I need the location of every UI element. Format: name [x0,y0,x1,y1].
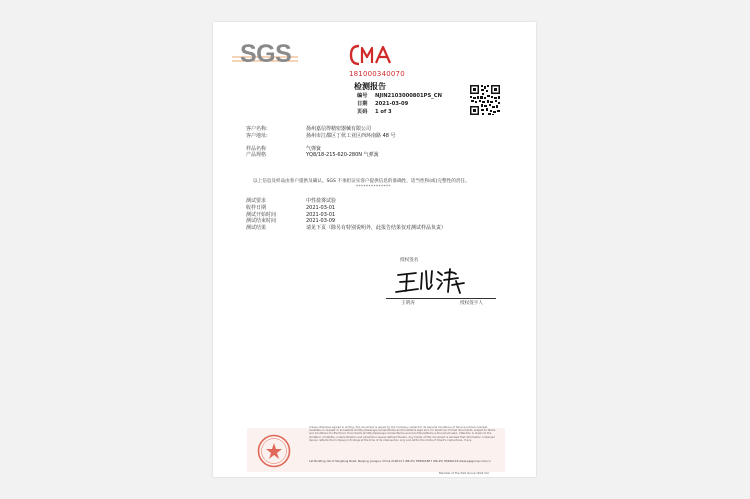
report-title: 检测报告 [354,82,386,91]
cma-code: 181000340070 [349,70,405,78]
meta-row-date [357,100,442,108]
report-meta [357,92,442,117]
field-row-spec [246,152,396,159]
field-value: 2021-03-09 [306,218,336,225]
sgs-logo-text: SGS [240,40,292,68]
disclaimer-note: 以上信息及样品由客户提供及确认。SGS 不承担证实客户提供信息的准确性、适当性和(或)完整性的责任。 [253,179,470,184]
field-label: 样品名称 [246,145,267,152]
field-label: 测试结果 [246,225,267,232]
handwritten-signature [392,265,472,297]
field-row-received-date [246,205,446,212]
signer-name: 王明涛 [401,301,415,306]
field-label: 测试结束时间 [246,218,277,225]
signature-label: 授权签名 [400,258,419,263]
field-value: 气弹簧 [306,145,322,152]
field-row-client-name [246,126,396,133]
field-row-test-result [246,225,446,232]
field-value: 扬州市江都区丁伙工业区西环南路 48 号 [306,132,396,139]
field-label: 测试要求 [246,198,267,204]
cma-mark-icon [349,43,399,67]
field-label: 测试开始时间 [246,211,277,218]
qr-code-icon [469,84,501,116]
footer-member: Member of the SGS Group (SGS SA) [439,471,489,475]
meta-value: 1 of 3 [375,109,392,116]
field-row-test-requirement [246,198,446,205]
meta-row-page [357,108,442,116]
separator-stars: ************** [356,184,391,189]
meta-value: NJIN2103000801PS_CN [375,93,442,99]
field-label: 客户地址: [246,132,268,139]
meta-label: 页码 [357,109,368,116]
field-value: YQ8/18-215-620-280N 气弹簧 [306,152,379,159]
meta-label: 编号 [357,93,368,99]
field-label: 客户名称: [246,126,268,132]
field-value: 2021-03-01 [306,204,336,211]
meta-row-number [357,92,442,100]
signer-title: 授权签字人 [460,301,483,306]
field-row-client-address [246,133,396,140]
test-fields [246,198,446,232]
field-row-test-start [246,212,446,219]
sgs-logo [240,42,290,70]
meta-value: 2021-03-09 [375,101,409,108]
signature-line [386,298,496,299]
field-label: 收样日期 [246,204,267,211]
field-value: 请见下页（除另有特别说明外，此报告结果仅对测试样品负责） [306,225,447,232]
footer-address: 1st Building, No.9 Hengfeng Road, Nanjing, Jiangsu, China 210014 t (86-25) 85666188 f (86-25) 85666118 www.sgsgroup.com.cn [309,459,491,463]
field-value: 2021-03-01 [306,211,336,218]
report-page [213,22,536,477]
field-value: 中性盐雾试验 [306,198,337,204]
report-fields [246,126,396,159]
field-value: 扬州嘉信得精密器械有限公司 [306,126,372,132]
official-seal-icon [257,434,291,468]
footer-disclaimer: Unless otherwise agreed in writing, this document is issued by the Company subject to its General Conditions of Service printed overleaf, available on request or accessible at http://www.sgs.com/en/Terms-and-Conditions.aspx and, for electronic format documents, subject to Terms and Conditions for Electronic Documents at http://www.sgs.com/en/Terms-and-Conditions/Terms-e-Document.aspx. Attention is drawn to the limitation of liability, indemnification and jurisdiction issues defined therein. Any holder of this document is advised that information contained hereon reflects the Company's findings at the time of its intervention only and within the limits of Client's instructions, if any. [309,426,496,442]
meta-label: 日期 [357,101,368,108]
field-label: 产品规格 [246,152,267,159]
